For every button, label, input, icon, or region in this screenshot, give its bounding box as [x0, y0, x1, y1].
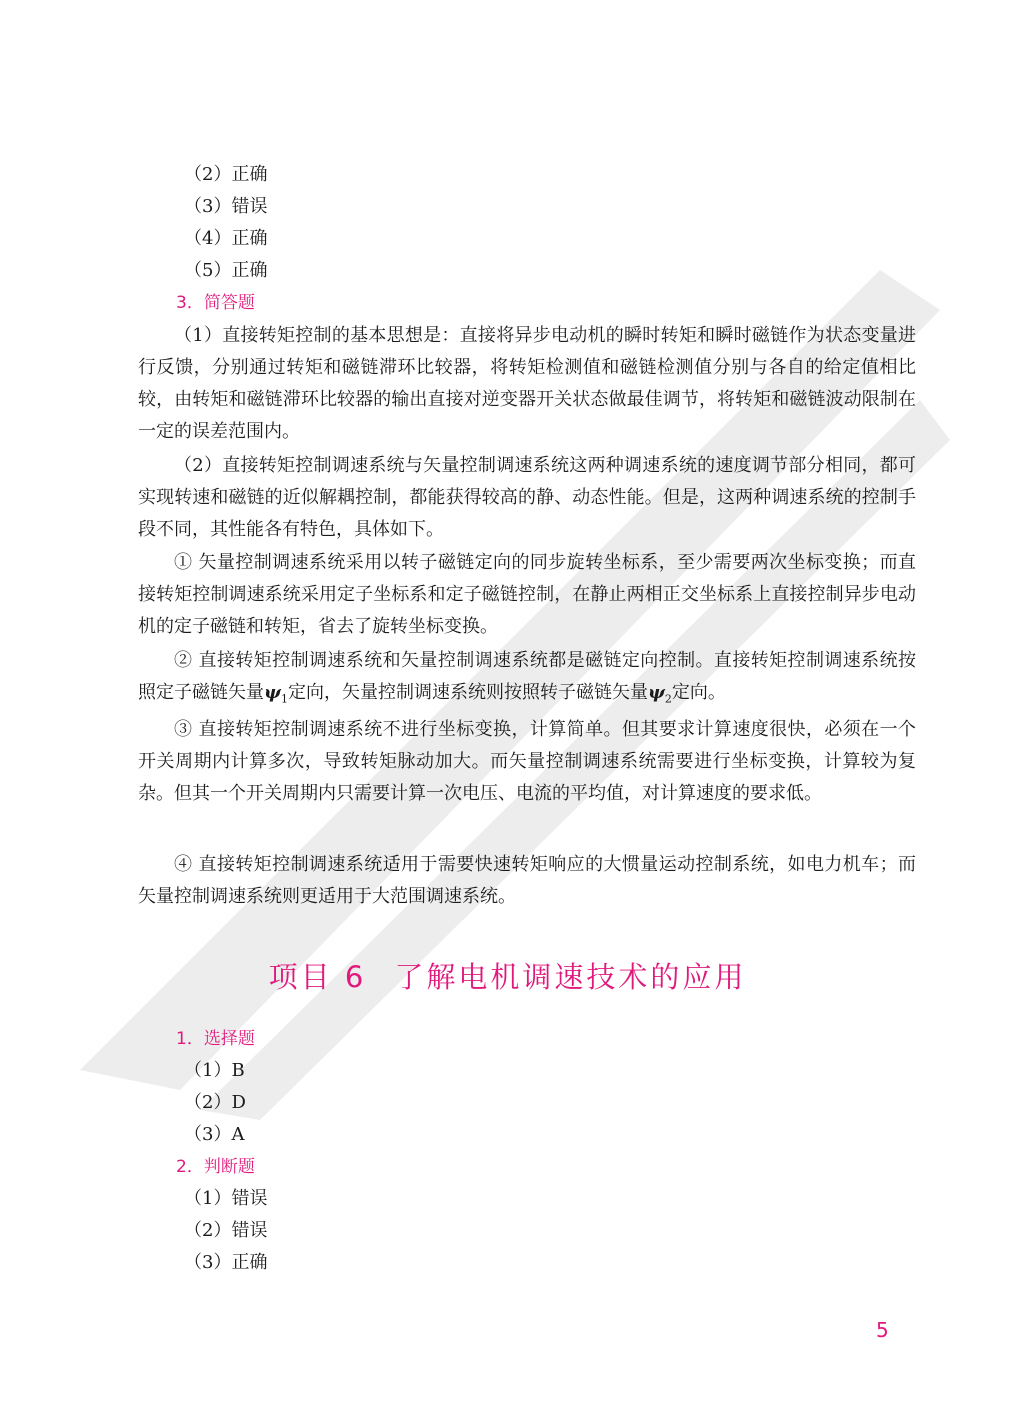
point-3: ③ 直接转矩控制调速系统不进行坐标变换，计算简单。但其要求计算速度很快，必须在一个开关周期内计算多次，导致转矩脉动加大。而矢量控制调速系统需要进行坐标变换，计算较为复杂。但其一个开关周期内只需要计算一次电压、电流的平均值，对计算速度的要求低。: [138, 719, 916, 804]
page-number: 5: [876, 1318, 889, 1342]
section-heading-short-answer: 3．简答题: [176, 293, 255, 313]
section-number: 项目 6: [268, 960, 367, 994]
section-title-text: 了解电机调速技术的应用: [394, 960, 747, 994]
answer-item: （5）正确: [184, 260, 268, 281]
section-heading-judge: 2．判断题: [176, 1157, 255, 1177]
point-2-text-b: 定向，矢量控制调速系统则按照转子磁链矢量: [287, 682, 648, 703]
answer-item: （3）正确: [184, 1252, 268, 1273]
point-1: ① 矢量控制调速系统采用以转子磁链定向的同步旋转坐标系，至少需要两次坐标变换；而直接转矩控制调速系统采用定子坐标系和定子磁链控制，在静止两相正交坐标系上直接控制异步电动机的定子磁链和转矩，省去了旋转坐标变换。: [138, 552, 916, 637]
psi-subscript-1: 1: [280, 692, 288, 706]
section-title: [0, 955, 1015, 996]
psi-symbol-2: [647, 682, 672, 706]
point-4: ④ 直接转矩控制调速系统适用于需要快速转矩响应的大惯量运动控制系统，如电力机车；而矢量控制调速系统则更适用于大范围调速系统。: [138, 854, 916, 907]
answer-item: （3）A: [184, 1124, 245, 1145]
answer-item: （3）错误: [184, 196, 268, 217]
paragraph-1: （1）直接转矩控制的基本思想是：直接将异步电动机的瞬时转矩和瞬时磁链作为状态变量进行反馈，分别通过转矩和磁链滞环比较器，将转矩检测值和磁链检测值分别与各自的给定值相比较，由转矩和磁链滞环比较器的输出直接对逆变器开关状态做最佳调节，将转矩和磁链波动限制在一定的误差范围内。: [138, 325, 916, 442]
psi-symbol-1: [264, 682, 288, 706]
answer-item: （2）D: [184, 1092, 246, 1113]
answer-item: （1）B: [184, 1060, 245, 1081]
answer-item: （1）错误: [184, 1188, 268, 1209]
section-heading-choice: 1．选择题: [176, 1029, 255, 1049]
point-2: [138, 645, 916, 716]
answer-item: （2）正确: [184, 164, 268, 185]
answer-item: （2）错误: [184, 1220, 268, 1241]
point-2-text-a: ② 直接转矩控制调速系统和矢量控制调速系统都是磁链定向控制。直接转矩控制调速系统按照定子磁链矢量: [138, 650, 916, 703]
psi-glyph: ψ: [264, 682, 281, 703]
psi-glyph: ψ: [647, 682, 665, 703]
answer-item: （4）正确: [184, 228, 268, 249]
paragraph-2: （2）直接转矩控制调速系统与矢量控制调速系统这两种调速系统的速度调节部分相同，都可实现转速和磁链的近似解耦控制，都能获得较高的静、动态性能。但是，这两种调速系统的控制手段不同，其性能各有特色，具体如下。: [138, 455, 916, 540]
psi-subscript-2: 2: [664, 692, 672, 706]
point-2-text-c: 定向。: [671, 682, 726, 703]
